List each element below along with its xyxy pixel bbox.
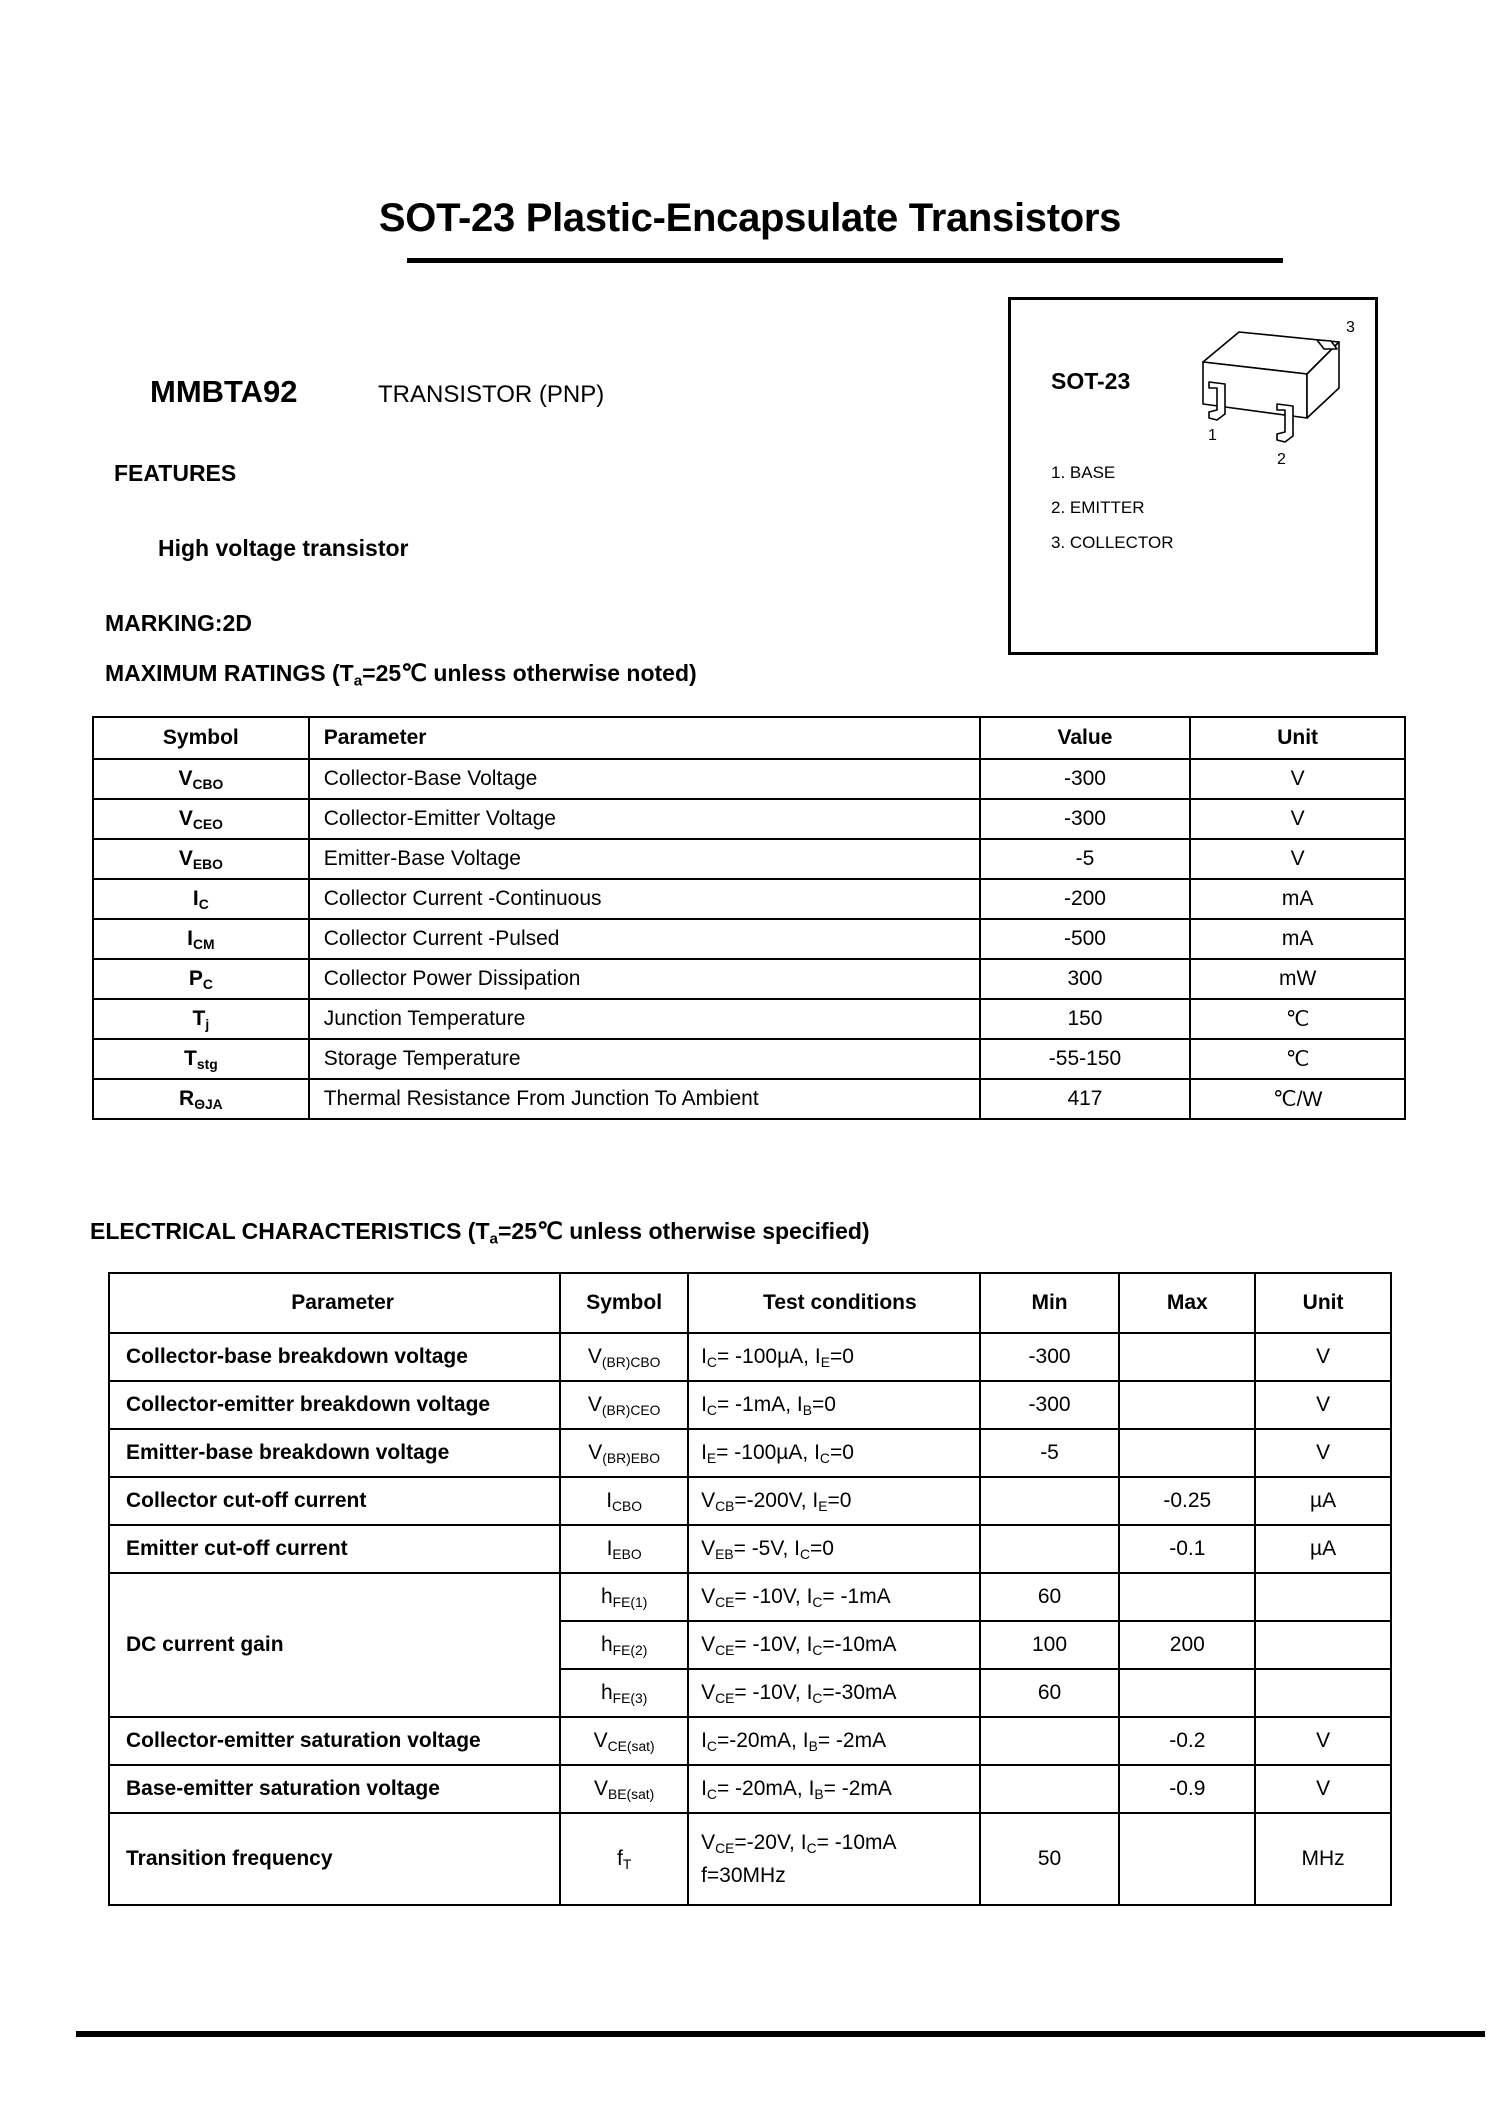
condition-term: $I_B= -2mA$ (808, 1776, 892, 1802)
cell-test-conditions (688, 1669, 980, 1717)
cell-min: 60 (980, 1573, 1120, 1621)
symbol-subscript: FE(1) (612, 1593, 648, 1610)
cell-max (1119, 1429, 1255, 1477)
part-number: MMBTA92 (150, 374, 298, 409)
condition-subscript: B (808, 1737, 818, 1754)
condition-term: $I_C= -100\mu A$, (701, 1344, 815, 1370)
cell-unit: V (1255, 1381, 1391, 1429)
pin-label-base: 1. BASE (1051, 463, 1116, 482)
condition-subscript: CE (715, 1593, 735, 1610)
symbol-subscript: FE(2) (612, 1641, 648, 1658)
cell-min (980, 1525, 1120, 1573)
cell-value: -500 (980, 919, 1191, 959)
cell-parameter: Collector Power Dissipation (309, 959, 980, 999)
cell-test-conditions (688, 1525, 980, 1573)
cell-symbol (560, 1717, 688, 1765)
cell-symbol (93, 959, 309, 999)
table-row (109, 1381, 1391, 1429)
max-ratings-table (92, 716, 1406, 1120)
column-header-symbol: Symbol (93, 717, 309, 759)
cell-min (980, 1717, 1120, 1765)
symbol-base: V (587, 1392, 602, 1416)
max-ratings-heading (105, 660, 697, 689)
symbol-subscript: CEO (192, 815, 223, 832)
cell-test-conditions (688, 1429, 980, 1477)
condition-term: $I_C= -10mA$ (800, 1831, 897, 1857)
symbol-subscript: j (205, 1015, 210, 1032)
symbol-subscript: EBO (192, 855, 223, 872)
condition-term: $I_B= -2mA$ (802, 1728, 887, 1754)
page-title: SOT-23 Plastic-Encapsulate Transistors (378, 196, 1122, 240)
cell-test-conditions (688, 1573, 980, 1621)
symbol-subscript: ΘJA (194, 1095, 223, 1112)
footer-rule (76, 2031, 1485, 2037)
cell-unit: MHz (1255, 1813, 1391, 1905)
symbol-base: V (588, 1440, 603, 1464)
cell-min: 60 (980, 1669, 1120, 1717)
condition-term: $I_C=-30mA$ (806, 1680, 897, 1706)
condition-subscript: EB (715, 1545, 734, 1562)
symbol-subscript: CE(sat) (607, 1737, 655, 1754)
cell-symbol (560, 1525, 688, 1573)
cell-unit: mW (1190, 959, 1405, 999)
sot23-package-drawing (1191, 318, 1371, 478)
condition-term: $I_C= -1mA$, (701, 1392, 797, 1418)
cell-test-conditions (688, 1765, 980, 1813)
condition-term: $V_{CE}= -10V$, (701, 1584, 807, 1610)
cell-symbol (93, 759, 309, 799)
table-row (109, 1717, 1391, 1765)
pin-label-collector: 3. COLLECTOR (1051, 533, 1174, 552)
cell-unit (1255, 1573, 1391, 1621)
cell-symbol (560, 1429, 688, 1477)
table-row (109, 1477, 1391, 1525)
condition-term: $V_{CE}= -10V$, (701, 1632, 807, 1658)
condition-subscript: C (819, 1449, 830, 1466)
cell-unit: V (1255, 1765, 1391, 1813)
symbol-subscript: CM (193, 935, 215, 952)
condition-term: $V_{EB}= -5V$, (701, 1536, 795, 1562)
condition-term: $I_E= -100\mu A$, (701, 1440, 815, 1466)
condition-term: $I_C=-10mA$ (806, 1632, 897, 1658)
condition-subscript: C (799, 1545, 810, 1562)
lead-label-1: 1 (1208, 427, 1217, 444)
condition-subscript: E (818, 1497, 828, 1514)
cell-value: 300 (980, 959, 1191, 999)
condition-subscript: C (812, 1593, 823, 1610)
cell-symbol (560, 1621, 688, 1669)
symbol-base: T (184, 1046, 197, 1070)
cell-value: -300 (980, 799, 1191, 839)
symbol-subscript: T (622, 1855, 632, 1872)
cell-unit (1255, 1669, 1391, 1717)
cell-test-conditions (688, 1477, 980, 1525)
condition-subscript: C (812, 1641, 823, 1658)
symbol-subscript: BE(sat) (608, 1785, 655, 1802)
cell-value: 417 (980, 1079, 1191, 1119)
cell-parameter: Collector-emitter saturation voltage (109, 1717, 560, 1765)
cell-parameter: Collector-emitter breakdown voltage (109, 1381, 560, 1429)
cell-value: -200 (980, 879, 1191, 919)
cell-parameter: Collector-Base Voltage (309, 759, 980, 799)
cell-unit: ℃ (1190, 999, 1405, 1039)
symbol-subscript: CBO (612, 1497, 643, 1514)
table-row (93, 879, 1405, 919)
cell-symbol (560, 1813, 688, 1905)
condition-subscript: CB (715, 1497, 735, 1514)
condition-term: $V_{CE}=-20V$, (701, 1831, 801, 1857)
cell-value: -55-150 (980, 1039, 1191, 1079)
table-row (93, 919, 1405, 959)
cell-symbol (93, 1079, 309, 1119)
cell-parameter: Emitter-base breakdown voltage (109, 1429, 560, 1477)
condition-subscript: C (706, 1785, 717, 1802)
condition-term: $I_C= -1mA$ (806, 1584, 891, 1610)
cell-unit: mA (1190, 919, 1405, 959)
symbol-subscript: (BR)EBO (602, 1449, 661, 1466)
table-header-row (109, 1273, 1391, 1333)
table-row (109, 1573, 1391, 1621)
cell-test-conditions (688, 1813, 980, 1905)
symbol-base: V (587, 1344, 602, 1368)
table-row (109, 1765, 1391, 1813)
table-row (93, 999, 1405, 1039)
package-name: SOT-23 (1051, 368, 1131, 394)
cell-max (1119, 1813, 1255, 1905)
symbol-base: f (616, 1846, 623, 1870)
cell-max (1119, 1669, 1255, 1717)
cell-parameter: Junction Temperature (309, 999, 980, 1039)
cell-parameter: Collector cut-off current (109, 1477, 560, 1525)
condition-subscript: CE (715, 1689, 735, 1706)
condition-subscript: C (806, 1840, 817, 1857)
lead-label-2: 2 (1277, 451, 1286, 468)
column-header-symbol: Symbol (560, 1273, 688, 1333)
features-item: High voltage transistor (158, 535, 409, 561)
cell-parameter: Collector-base breakdown voltage (109, 1333, 560, 1381)
column-header-parameter: Parameter (109, 1273, 560, 1333)
condition-subscript: B (802, 1401, 812, 1418)
cell-max (1119, 1573, 1255, 1621)
table-row (93, 799, 1405, 839)
symbol-base: I (187, 926, 193, 950)
cell-test-conditions (688, 1621, 980, 1669)
symbol-base: P (188, 966, 203, 990)
column-header-parameter: Parameter (309, 717, 980, 759)
cell-max (1119, 1333, 1255, 1381)
cell-test-conditions (688, 1717, 980, 1765)
cell-max (1119, 1381, 1255, 1429)
condition-term: $I_C=-20mA$, (701, 1728, 803, 1754)
cell-parameter: Collector Current -Continuous (309, 879, 980, 919)
condition-subscript: B (814, 1785, 824, 1802)
symbol-base: R (179, 1086, 195, 1110)
symbol-base: V (178, 806, 193, 830)
cell-unit: ℃/W (1190, 1079, 1405, 1119)
cell-max: -0.25 (1119, 1477, 1255, 1525)
table-row (93, 1039, 1405, 1079)
cell-symbol (560, 1381, 688, 1429)
cell-symbol (93, 1039, 309, 1079)
table-row (109, 1525, 1391, 1573)
table-row (93, 759, 1405, 799)
symbol-base: I (192, 886, 199, 910)
cell-symbol (93, 879, 309, 919)
cell-min: -300 (980, 1381, 1120, 1429)
cell-max: -0.1 (1119, 1525, 1255, 1573)
condition-subscript: CE (715, 1840, 735, 1857)
cell-parameter: Collector-Emitter Voltage (309, 799, 980, 839)
elec-heading-prefix: ELECTRICAL CHARACTERISTICS (T (90, 1218, 490, 1244)
condition-term: $V_{CB}=-200V$, (701, 1488, 813, 1514)
column-header-max: Max (1119, 1273, 1255, 1333)
symbol-subscript: CBO (192, 775, 224, 792)
symbol-subscript: stg (196, 1055, 218, 1072)
cell-unit: mA (1190, 879, 1405, 919)
cell-min: -5 (980, 1429, 1120, 1477)
cell-min (980, 1765, 1120, 1813)
condition-term: $I_C= -20mA$, (701, 1776, 809, 1802)
max-ratings-heading-sub: a (353, 672, 363, 690)
cell-unit: ℃ (1190, 1039, 1405, 1079)
symbol-subscript: FE(3) (612, 1689, 648, 1706)
condition-subscript: E (820, 1353, 830, 1370)
cell-max: 200 (1119, 1621, 1255, 1669)
cell-parameter: Thermal Resistance From Junction To Ambient (309, 1079, 980, 1119)
lead-label-3: 3 (1346, 319, 1355, 336)
cell-symbol (560, 1477, 688, 1525)
electrical-characteristics-heading (90, 1218, 870, 1247)
cell-unit: V (1255, 1429, 1391, 1477)
cell-parameter: Transition frequency (109, 1813, 560, 1905)
features-heading: FEATURES (114, 460, 237, 486)
condition-subscript: C (706, 1401, 717, 1418)
symbol-base: T (192, 1006, 206, 1030)
symbol-base: h (600, 1680, 613, 1704)
symbol-subscript: (BR)CEO (601, 1401, 661, 1418)
cell-unit: µA (1255, 1525, 1391, 1573)
title-underline (407, 258, 1283, 263)
cell-unit: V (1190, 799, 1405, 839)
cell-symbol (560, 1669, 688, 1717)
column-header-unit: Unit (1255, 1273, 1391, 1333)
cell-value: -300 (980, 759, 1191, 799)
column-header-unit: Unit (1190, 717, 1405, 759)
symbol-base: V (178, 766, 193, 790)
condition-term: $I_C=0$ (794, 1536, 834, 1562)
cell-min: 100 (980, 1621, 1120, 1669)
condition-subscript: E (706, 1449, 717, 1466)
cell-min (980, 1477, 1120, 1525)
cell-value: 150 (980, 999, 1191, 1039)
cell-parameter: Emitter cut-off current (109, 1525, 560, 1573)
cell-max: -0.2 (1119, 1717, 1255, 1765)
symbol-base: I (606, 1488, 613, 1512)
symbol-base: h (600, 1584, 613, 1608)
table-header-row (93, 717, 1405, 759)
table-row (109, 1333, 1391, 1381)
cell-min: -300 (980, 1333, 1120, 1381)
electrical-characteristics-table (108, 1272, 1392, 1906)
cell-unit: V (1190, 839, 1405, 879)
condition-subscript: C (706, 1737, 717, 1754)
symbol-base: V (593, 1728, 608, 1752)
cell-parameter: Emitter-Base Voltage (309, 839, 980, 879)
symbol-base: V (178, 846, 193, 870)
condition-subscript: CE (715, 1641, 735, 1658)
cell-symbol (93, 799, 309, 839)
cell-parameter: Collector Current -Pulsed (309, 919, 980, 959)
table-row (109, 1813, 1391, 1905)
column-header-value: Value (980, 717, 1191, 759)
cell-value: -5 (980, 839, 1191, 879)
cell-test-conditions (688, 1333, 980, 1381)
max-ratings-heading-suffix: =25℃ unless otherwise noted) (362, 660, 697, 686)
cell-parameter: Storage Temperature (309, 1039, 980, 1079)
symbol-subscript: C (198, 895, 209, 912)
max-ratings-heading-prefix: MAXIMUM RATINGS (T (105, 660, 354, 686)
condition-term: $I_E=0$ (814, 1344, 854, 1370)
cell-symbol (560, 1573, 688, 1621)
cell-unit: µA (1255, 1477, 1391, 1525)
condition-term: $I_C=0$ (814, 1440, 854, 1466)
condition-subscript: C (812, 1689, 823, 1706)
cell-test-conditions (688, 1381, 980, 1429)
symbol-base: I (606, 1536, 613, 1560)
cell-min: 50 (980, 1813, 1120, 1905)
marking-line: MARKING:2D (105, 610, 252, 636)
cell-symbol (560, 1765, 688, 1813)
part-description: TRANSISTOR (PNP) (378, 381, 605, 408)
cell-unit: V (1255, 1717, 1391, 1765)
elec-heading-sub: a (489, 1230, 498, 1248)
cell-max: -0.9 (1119, 1765, 1255, 1813)
cell-symbol (93, 919, 309, 959)
column-header-min: Min (980, 1273, 1120, 1333)
cell-symbol (560, 1333, 688, 1381)
condition-subscript: C (706, 1353, 717, 1370)
elec-heading-suffix: =25℃ unless otherwise specified) (497, 1218, 870, 1244)
cell-symbol (93, 999, 309, 1039)
cell-unit: V (1255, 1333, 1391, 1381)
column-header-test-conditions: Test conditions (688, 1273, 980, 1333)
symbol-subscript: (BR)CBO (601, 1353, 661, 1370)
table-row (93, 1079, 1405, 1119)
table-row (109, 1429, 1391, 1477)
cell-unit (1255, 1621, 1391, 1669)
cell-symbol (93, 839, 309, 879)
table-row (93, 959, 1405, 999)
condition-line-2: f=30MHz (701, 1864, 786, 1887)
pin-label-emitter: 2. EMITTER (1051, 498, 1145, 517)
condition-term: $V_{CE}= -10V$, (701, 1680, 807, 1706)
symbol-subscript: EBO (612, 1545, 642, 1562)
condition-term: $I_E=0$ (812, 1488, 852, 1514)
cell-unit: V (1190, 759, 1405, 799)
symbol-base: V (594, 1776, 609, 1800)
cell-parameter: Base-emitter saturation voltage (109, 1765, 560, 1813)
symbol-subscript: C (202, 975, 213, 992)
cell-parameter-dc-current-gain: DC current gain (109, 1573, 560, 1717)
symbol-base: h (600, 1632, 613, 1656)
condition-term: $I_B=0$ (796, 1392, 836, 1418)
table-row (93, 839, 1405, 879)
package-diagram-box (1008, 297, 1378, 655)
